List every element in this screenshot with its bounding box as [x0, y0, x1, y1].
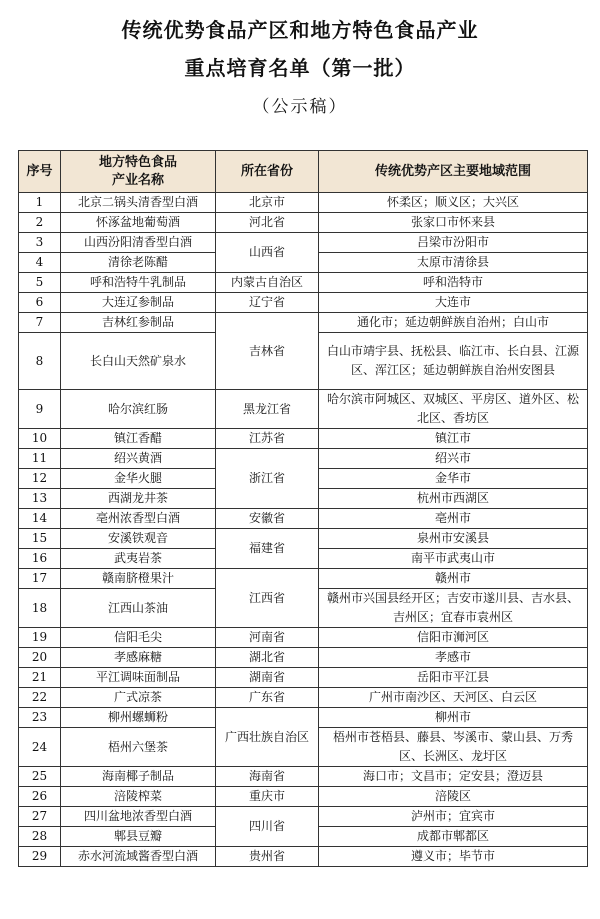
industry-name: 郫县豆瓣 — [61, 827, 216, 847]
province: 山西省 — [216, 233, 319, 273]
industry-name: 清徐老陈醋 — [61, 253, 216, 273]
row-number: 26 — [19, 787, 61, 807]
industry-name: 海南椰子制品 — [61, 767, 216, 787]
industry-name: 呼和浩特牛乳制品 — [61, 273, 216, 293]
province: 北京市 — [216, 193, 319, 213]
region-scope: 孝感市 — [319, 648, 588, 668]
industry-name: 信阳毛尖 — [61, 628, 216, 648]
row-number: 17 — [19, 569, 61, 589]
table-row — [19, 688, 588, 708]
province: 江西省 — [216, 569, 319, 628]
table-row — [19, 273, 588, 293]
industry-name: 哈尔滨红肠 — [61, 390, 216, 429]
province: 广西壮族自治区 — [216, 708, 319, 767]
industry-name: 金华火腿 — [61, 469, 216, 489]
document-title: 传统优势食品产区和地方特色食品产业 — [121, 18, 479, 42]
region-scope: 通化市；延边朝鲜族自治州；白山市 — [319, 313, 588, 333]
row-number: 24 — [19, 728, 61, 767]
industry-name: 北京二锅头清香型白酒 — [61, 193, 216, 213]
region-scope: 梧州市苍梧县、藤县、岑溪市、蒙山县、万秀区、长洲区、龙圩区 — [319, 728, 588, 767]
region-scope: 大连市 — [319, 293, 588, 313]
province: 黑龙江省 — [216, 390, 319, 429]
region-scope: 岳阳市平江县 — [319, 668, 588, 688]
region-scope: 赣州市 — [319, 569, 588, 589]
industry-name: 武夷岩茶 — [61, 549, 216, 569]
province: 河南省 — [216, 628, 319, 648]
row-number: 29 — [19, 847, 61, 867]
row-number: 16 — [19, 549, 61, 569]
table-row — [19, 313, 588, 333]
table-row — [19, 233, 588, 253]
row-number: 8 — [19, 333, 61, 390]
table-row — [19, 648, 588, 668]
industry-name: 四川盆地浓香型白酒 — [61, 807, 216, 827]
region-scope: 呼和浩特市 — [319, 273, 588, 293]
province: 江苏省 — [216, 429, 319, 449]
region-scope: 成都市郫都区 — [319, 827, 588, 847]
region-scope: 泉州市安溪县 — [319, 529, 588, 549]
row-number: 19 — [19, 628, 61, 648]
row-number: 5 — [19, 273, 61, 293]
province: 海南省 — [216, 767, 319, 787]
province: 内蒙古自治区 — [216, 273, 319, 293]
header-no: 序号 — [19, 151, 61, 193]
row-number: 4 — [19, 253, 61, 273]
industry-name: 柳州螺蛳粉 — [61, 708, 216, 728]
row-number: 10 — [19, 429, 61, 449]
document-subtitle: 重点培育名单（第一批） — [184, 56, 416, 80]
region-scope: 绍兴市 — [319, 449, 588, 469]
industry-name: 亳州浓香型白酒 — [61, 509, 216, 529]
region-scope: 海口市；文昌市；定安县；澄迈县 — [319, 767, 588, 787]
table-row — [19, 449, 588, 469]
region-scope: 赣州市兴国县经开区；吉安市遂川县、吉水县、吉州区；宜春市袁州区 — [319, 589, 588, 628]
table-row — [19, 708, 588, 728]
province: 福建省 — [216, 529, 319, 569]
header-province: 所在省份 — [216, 151, 319, 193]
draft-label: （公示稿） — [252, 97, 348, 117]
row-number: 15 — [19, 529, 61, 549]
province: 辽宁省 — [216, 293, 319, 313]
region-scope: 遵义市；毕节市 — [319, 847, 588, 867]
region-scope: 怀柔区；顺义区；大兴区 — [319, 193, 588, 213]
table-row — [19, 767, 588, 787]
row-number: 27 — [19, 807, 61, 827]
province: 湖北省 — [216, 648, 319, 668]
region-scope: 吕梁市汾阳市 — [319, 233, 588, 253]
row-number: 6 — [19, 293, 61, 313]
region-scope: 泸州市；宜宾市 — [319, 807, 588, 827]
row-number: 22 — [19, 688, 61, 708]
table-row — [19, 807, 588, 827]
food-industry-table — [18, 150, 588, 867]
industry-name: 平江调味面制品 — [61, 668, 216, 688]
industry-name: 赤水河流域酱香型白酒 — [61, 847, 216, 867]
row-number: 2 — [19, 213, 61, 233]
industry-name: 涪陵榨菜 — [61, 787, 216, 807]
region-scope: 太原市清徐县 — [319, 253, 588, 273]
industry-name: 梧州六堡茶 — [61, 728, 216, 767]
row-number: 11 — [19, 449, 61, 469]
industry-name: 江西山茶油 — [61, 589, 216, 628]
province: 重庆市 — [216, 787, 319, 807]
region-scope: 哈尔滨市阿城区、双城区、平房区、道外区、松北区、香坊区 — [319, 390, 588, 429]
province: 广东省 — [216, 688, 319, 708]
table-row — [19, 509, 588, 529]
region-scope: 广州市南沙区、天河区、白云区 — [319, 688, 588, 708]
row-number: 23 — [19, 708, 61, 728]
table-row — [19, 390, 588, 429]
table-header-row — [19, 151, 588, 193]
row-number: 7 — [19, 313, 61, 333]
region-scope: 白山市靖宇县、抚松县、临江市、长白县、江源区、浑江区；延边朝鲜族自治州安图县 — [319, 333, 588, 390]
region-scope: 亳州市 — [319, 509, 588, 529]
industry-name: 绍兴黄酒 — [61, 449, 216, 469]
region-scope: 镇江市 — [319, 429, 588, 449]
table-row — [19, 787, 588, 807]
row-number: 25 — [19, 767, 61, 787]
province: 贵州省 — [216, 847, 319, 867]
table-row — [19, 213, 588, 233]
region-scope: 金华市 — [319, 469, 588, 489]
industry-name: 山西汾阳清香型白酒 — [61, 233, 216, 253]
table-row — [19, 847, 588, 867]
industry-name: 赣南脐橙果汁 — [61, 569, 216, 589]
row-number: 1 — [19, 193, 61, 213]
row-number: 21 — [19, 668, 61, 688]
industry-name: 怀涿盆地葡萄酒 — [61, 213, 216, 233]
region-scope: 杭州市西湖区 — [319, 489, 588, 509]
industry-name: 镇江香醋 — [61, 429, 216, 449]
table-row — [19, 293, 588, 313]
industry-name: 孝感麻糖 — [61, 648, 216, 668]
header-region: 传统优势产区主要地域范围 — [319, 151, 588, 193]
industry-name: 长白山天然矿泉水 — [61, 333, 216, 390]
table-row — [19, 429, 588, 449]
province: 河北省 — [216, 213, 319, 233]
industry-name: 西湖龙井茶 — [61, 489, 216, 509]
row-number: 18 — [19, 589, 61, 628]
province: 湖南省 — [216, 668, 319, 688]
table-row — [19, 193, 588, 213]
region-scope: 南平市武夷山市 — [319, 549, 588, 569]
region-scope: 张家口市怀来县 — [319, 213, 588, 233]
row-number: 3 — [19, 233, 61, 253]
province: 吉林省 — [216, 313, 319, 390]
header-name: 地方特色食品 产业名称 — [61, 151, 216, 193]
row-number: 12 — [19, 469, 61, 489]
table-row — [19, 628, 588, 648]
table-row — [19, 668, 588, 688]
row-number: 28 — [19, 827, 61, 847]
province: 四川省 — [216, 807, 319, 847]
table-row — [19, 569, 588, 589]
table-row — [19, 529, 588, 549]
row-number: 9 — [19, 390, 61, 429]
row-number: 14 — [19, 509, 61, 529]
region-scope: 涪陵区 — [319, 787, 588, 807]
row-number: 13 — [19, 489, 61, 509]
region-scope: 柳州市 — [319, 708, 588, 728]
row-number: 20 — [19, 648, 61, 668]
province: 安徽省 — [216, 509, 319, 529]
industry-name: 安溪铁观音 — [61, 529, 216, 549]
region-scope: 信阳市浉河区 — [319, 628, 588, 648]
industry-name: 吉林红参制品 — [61, 313, 216, 333]
province: 浙江省 — [216, 449, 319, 509]
industry-name: 大连辽参制品 — [61, 293, 216, 313]
industry-name: 广式凉茶 — [61, 688, 216, 708]
